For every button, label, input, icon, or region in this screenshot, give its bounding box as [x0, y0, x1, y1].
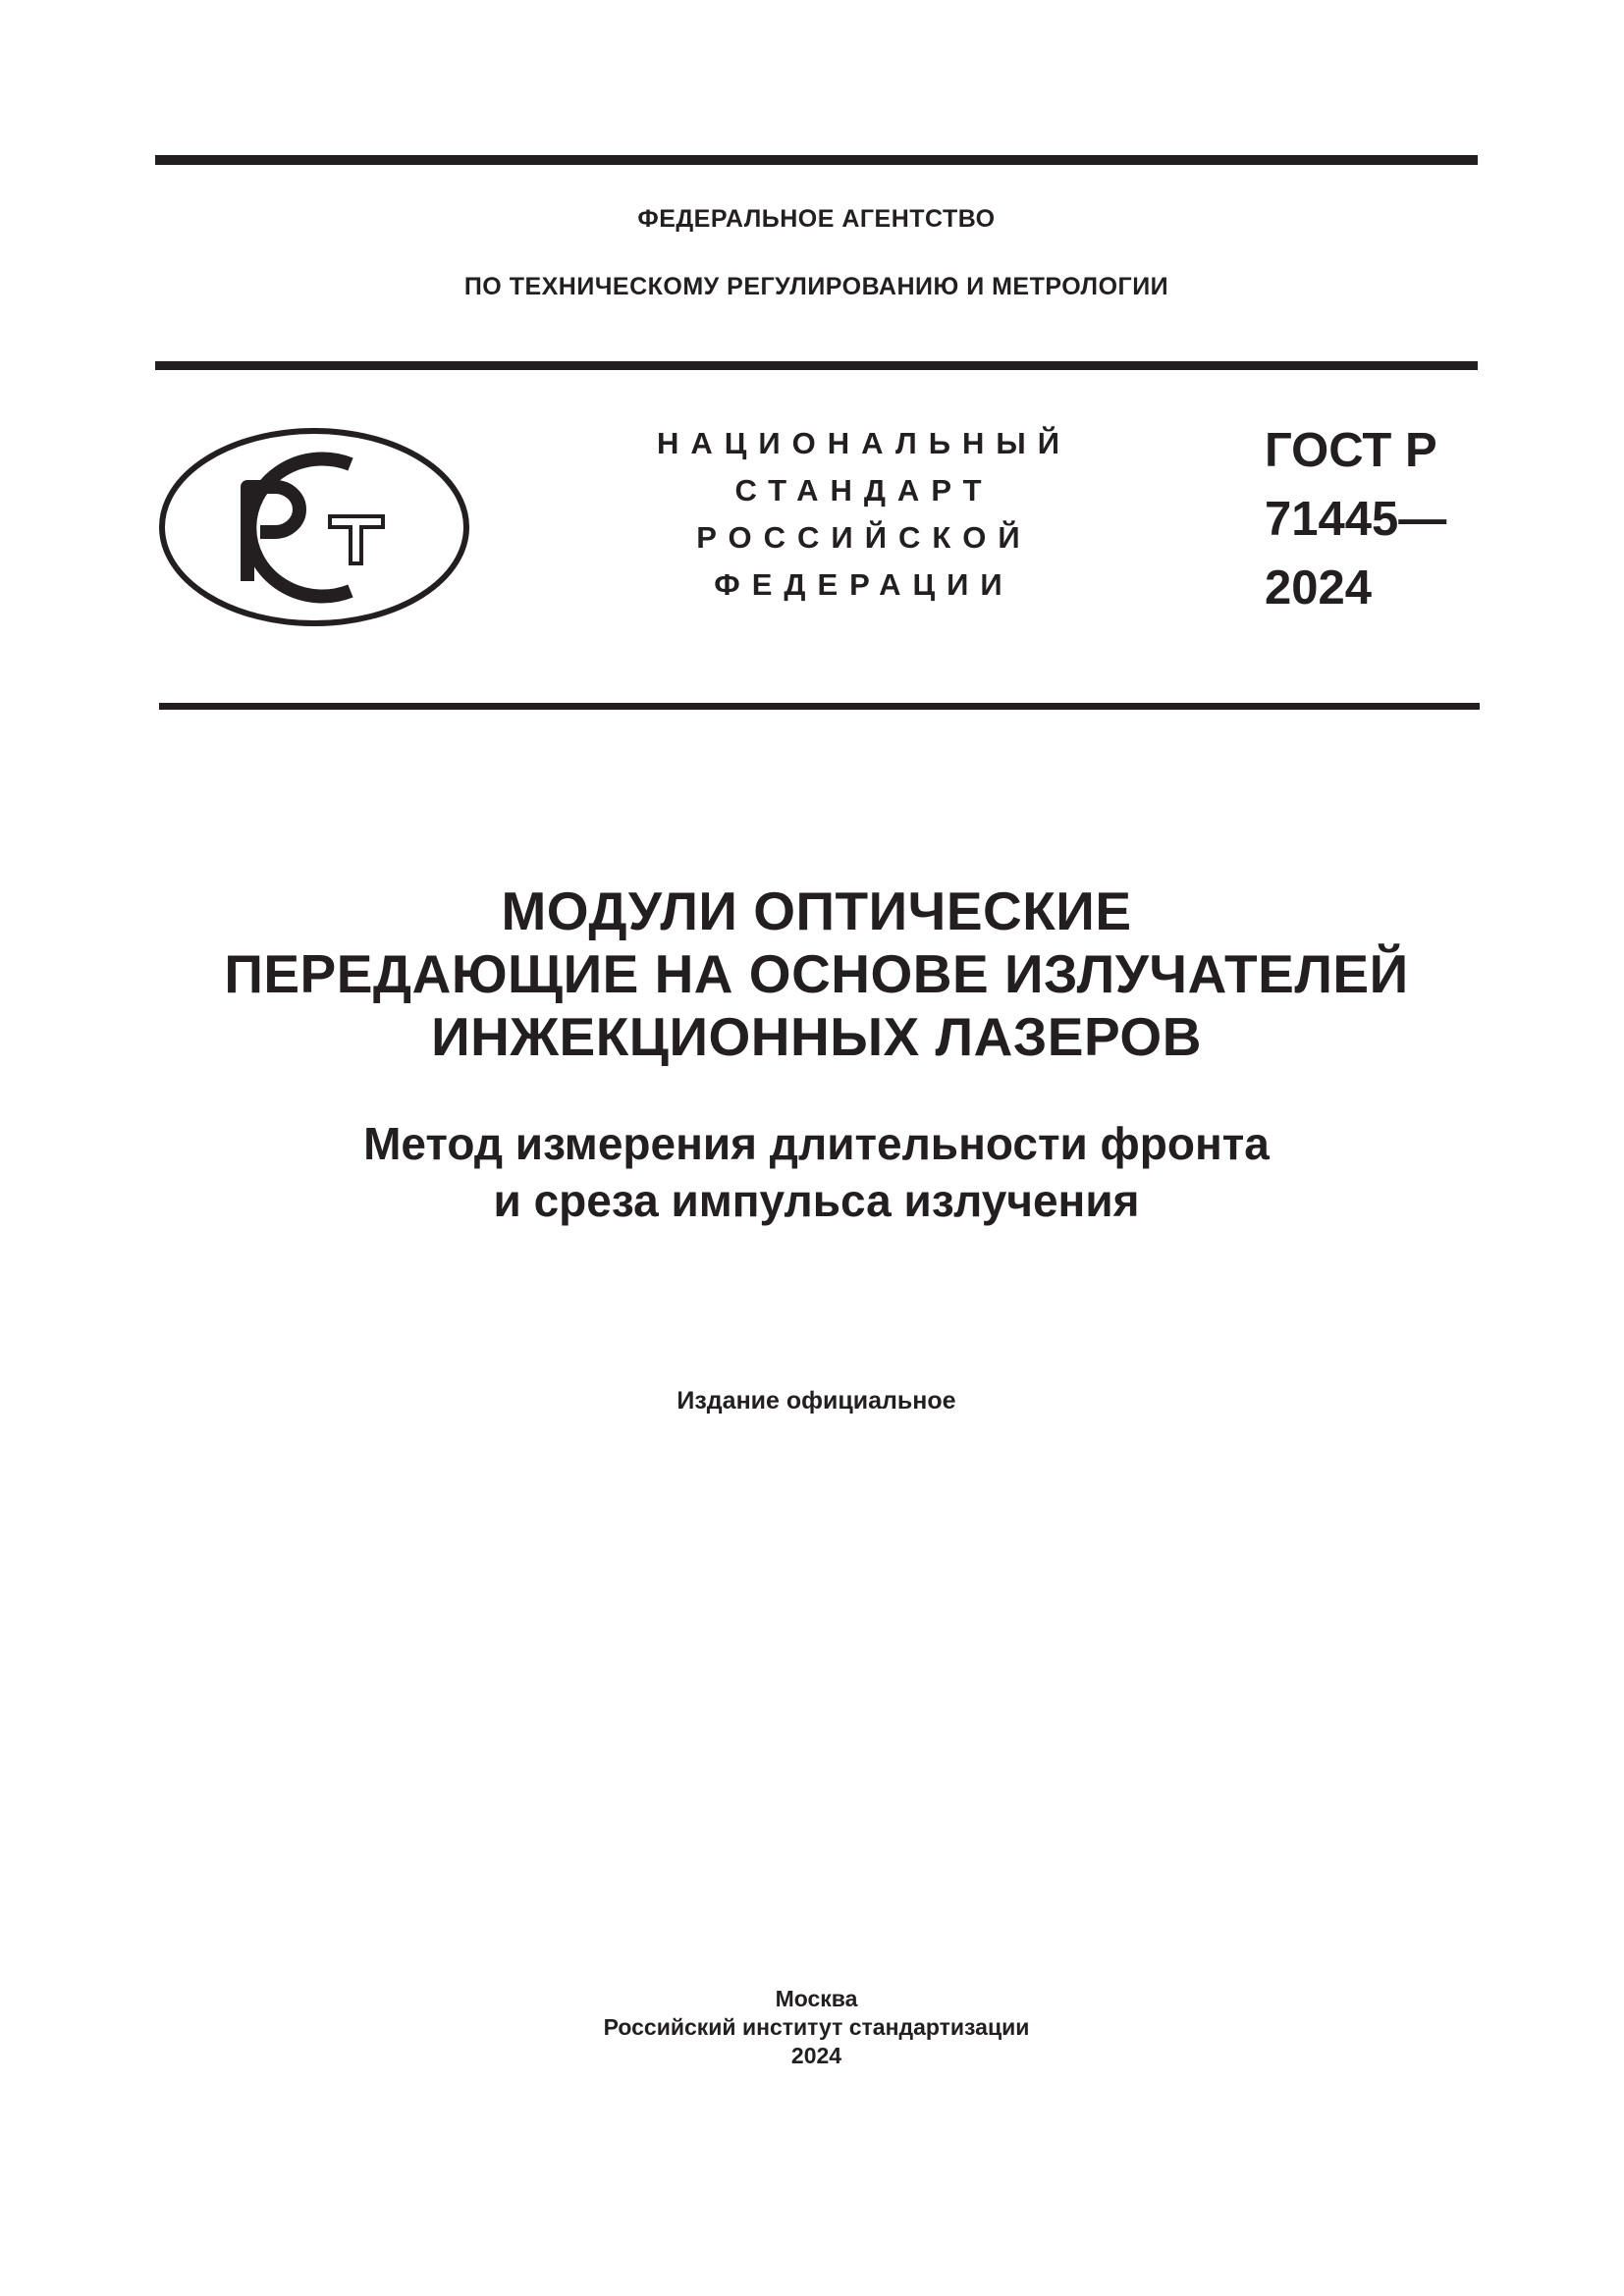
document-subtitle	[155, 1115, 1478, 1229]
imprint-city: Москва	[775, 1986, 858, 2011]
standard-type-line-4: ФЕДЕРАЦИИ	[714, 567, 1014, 602]
standard-type	[628, 420, 1100, 609]
agency-name-line-1: ФЕДЕРАЛЬНОЕ АГЕНТСТВО	[637, 205, 996, 233]
middle-rule	[155, 361, 1478, 370]
title-line-2: ПЕРЕДАЮЩИЕ НА ОСНОВЕ ИЗЛУЧАТЕЛЕЙ	[224, 943, 1409, 1004]
agency-name-line-2: ПО ТЕХНИЧЕСКОМУ РЕГУЛИРОВАНИЮ И МЕТРОЛОГИИ	[463, 273, 1169, 300]
edition-note: Издание официальное	[677, 1387, 956, 1415]
subtitle-line-2: и среза импульса излучения	[493, 1175, 1140, 1226]
designation-line-3: 2024	[1265, 561, 1373, 614]
standard-type-line-1: НАЦИОНАЛЬНЫЙ	[656, 426, 1072, 460]
designation-line-2: 71445—	[1265, 493, 1447, 546]
bottom-rule	[159, 703, 1480, 710]
imprint-publisher: Российский институт стандартизации	[603, 2014, 1030, 2040]
title-line-3: ИНЖЕКЦИОННЫХ ЛАЗЕРОВ	[431, 1006, 1202, 1067]
standard-type-line-3: РОССИЙСКОЙ	[696, 520, 1032, 555]
rst-certification-mark-icon	[157, 424, 471, 630]
designation-line-1: ГОСТ Р	[1265, 424, 1437, 477]
imprint	[155, 1985, 1478, 2070]
standard-type-line-2: СТАНДАРТ	[734, 473, 994, 507]
standard-designation	[1265, 416, 1446, 622]
imprint-year: 2024	[790, 2043, 842, 2068]
top-rule	[155, 155, 1478, 165]
subtitle-line-1: Метод измерения длительности фронта	[363, 1118, 1270, 1169]
document-title	[155, 880, 1478, 1068]
title-line-1: МОДУЛИ ОПТИЧЕСКИЕ	[501, 881, 1132, 941]
